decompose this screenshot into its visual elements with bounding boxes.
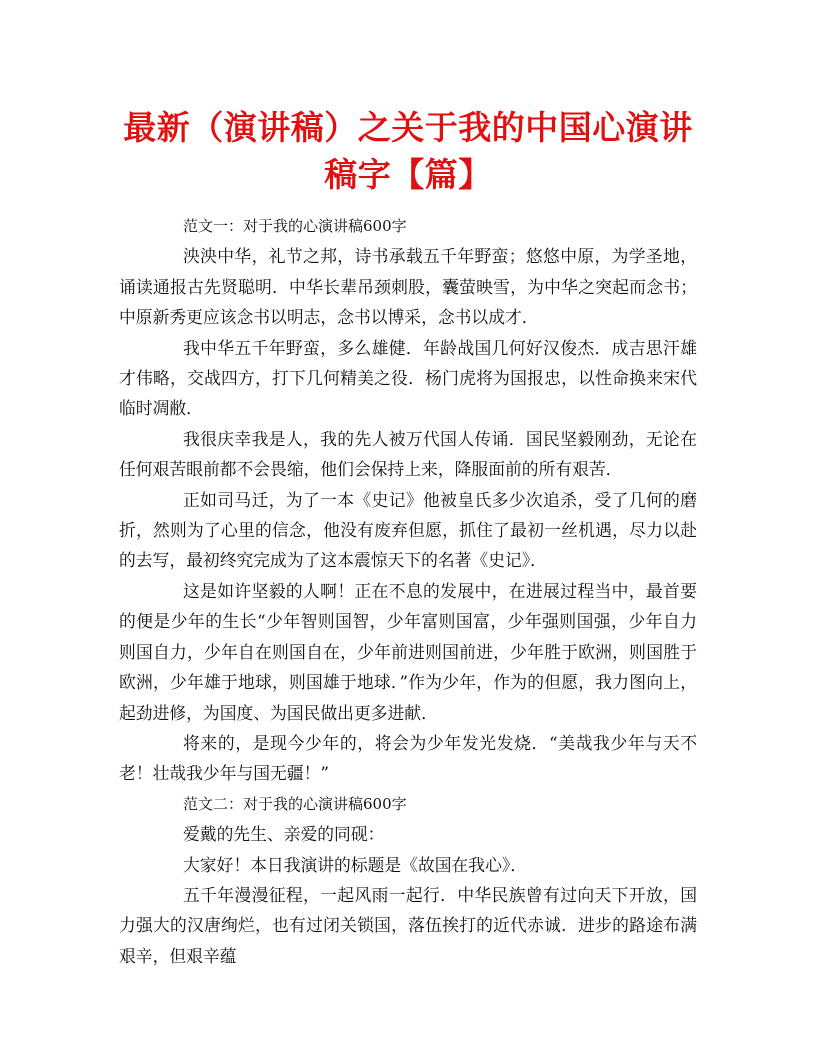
section-heading-2: 范文二：对于我的心演讲稿600字 (183, 794, 407, 813)
paragraph: 五千年漫漫征程，一起风雨一起行．中华民族曾有过向天下开放，国力强大的汉唐绚烂，也有过闭关锁国，落伍挨打的近代赤诚．进步的路途布满艰辛，但艰辛蕴 (119, 884, 697, 966)
document-body (119, 211, 697, 971)
document-title: 最新（演讲稿）之关于我的中国心演讲稿字【篇】 (123, 108, 693, 194)
greeting: 大家好！本日我演讲的标题是《故国在我心》． (183, 854, 528, 875)
paragraph: 正如司马迁，为了一本《史记》他被皇氏多少次追杀，受了几何的磨折，然则为了心里的信念，他没有废弃但愿，抓住了最初一丝机遇，尽力以赴的去写，最初终究完成为了这本震惊天下的名著《史记》． (119, 489, 697, 571)
salutation: 爱戴的先生、亲爱的同砚： (183, 824, 385, 845)
paragraph: 将来的，是现今少年的，将会为少年发光发烧．“美哉我少年与天不老！壮哉我少年与国无疆！” (119, 732, 697, 784)
paragraph: 我很庆幸我是人，我的先人被万代国人传诵．国民坚毅刚劲，无论在任何艰苦眼前都不会畏缩，他们会保持上来，降服面前的所有艰苦． (119, 428, 697, 480)
paragraph: 我中华五千年野蛮，多么雄健．年龄战国几何好汉俊杰．成吉思汗雄才伟略，交战四方，打下几何精美之役．杨门虎将为国报忠，以性命换来宋代临时凋敝． (119, 337, 697, 419)
paragraph: 这是如许坚毅的人啊！正在不息的发展中，在进展过程当中，最首要的便是少年的生长“少年智则国智，少年富则国富，少年强则国强，少年自力则国自力，少年自在则国自在，少年前进则国前进，少年胜于欧洲，则国胜于欧洲，少年雄于地球，则国雄于地球．”作为少年，作为的但愿，我力图向上，起劲进修，为国度、为国民做出更多进献． (119, 580, 697, 723)
paragraph: 泱泱中华，礼节之邦，诗书承载五千年野蛮；悠悠中原，为学圣地，诵读通报古先贤聪明．中华长辈吊颈刺股，囊萤映雪，为中华之突起而念书；中原新秀更应该念书以明志，念书以博采，念书以成才． (119, 246, 697, 328)
section-heading-1: 范文一：对于我的心演讲稿600字 (183, 217, 407, 235)
